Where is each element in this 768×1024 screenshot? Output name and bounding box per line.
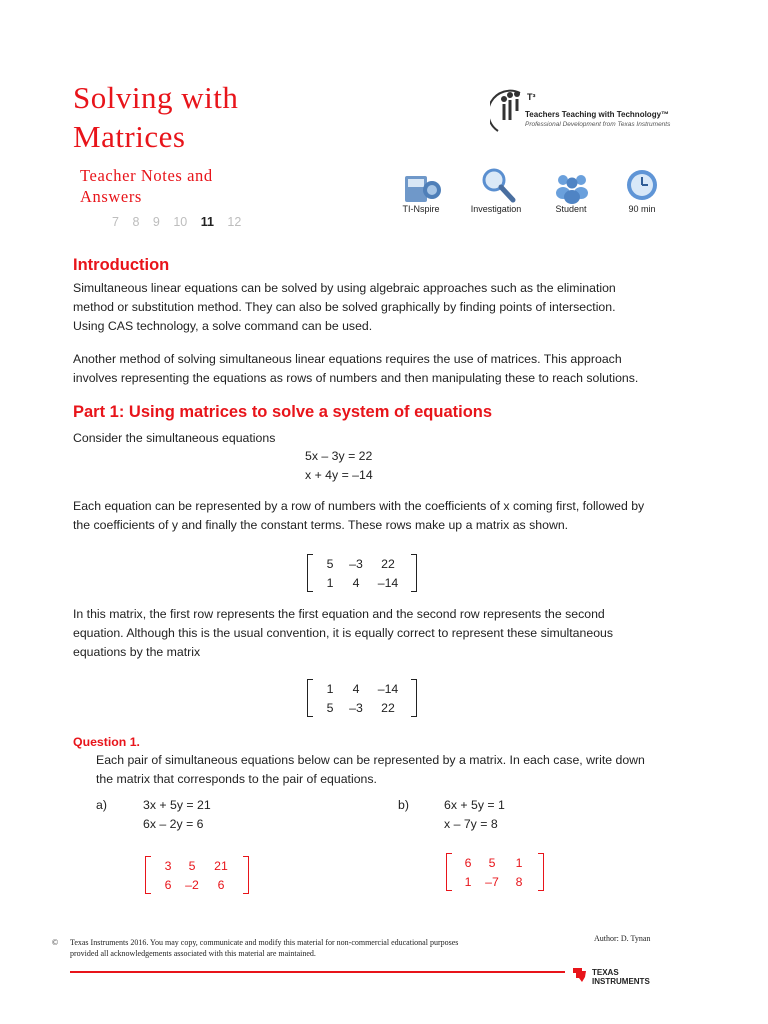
text-line: Each equation can be represented by a row of numbers with the coefficients of x coming first, followed by: [73, 499, 645, 513]
year-7: 7: [112, 215, 119, 229]
part-a-eq1: 3x + 5y = 21: [143, 798, 211, 812]
matrix-bracket-right: [538, 853, 544, 891]
matrix-cell: 4: [352, 681, 360, 696]
part-a-label: a): [96, 798, 107, 812]
info-label-duration: 90 min: [628, 204, 656, 214]
part-b-label: b): [398, 798, 409, 812]
part1-heading: Part 1: Using matrices to solve a system of equations: [73, 403, 493, 421]
introduction-paragraph-1: [73, 279, 703, 336]
info-label-student: Student: [555, 204, 587, 214]
matrix-cell: –14: [377, 681, 399, 696]
year-9: 9: [152, 215, 160, 229]
clock-icon: [622, 166, 662, 206]
calculator-icon: [402, 168, 442, 208]
text-line: the matrix that corresponds to the pair of equations.: [96, 772, 377, 786]
text-line: the coefficients of y and finally the constant terms. These rows make up a matrix as shown.: [73, 518, 569, 532]
matrix-cell: 1: [326, 681, 334, 696]
page-title: [73, 78, 238, 156]
text-line: Simultaneous linear equations can be solved by using algebraic approaches such as the elimination: [73, 281, 616, 295]
ti-logo-line: INSTRUMENTS: [592, 977, 650, 986]
matrix-cell: 6: [217, 877, 225, 892]
text-line: In this matrix, the first row represents the first equation and the second row represents the second: [73, 607, 605, 621]
t3-logo-mark: T³: [527, 92, 536, 102]
matrix-2: [307, 679, 417, 717]
info-label-tinspire: TI-Nspire: [402, 204, 440, 214]
question-1-label: Question 1.: [73, 735, 140, 749]
text-line: Texas Instruments 2016. You may copy, communicate and modify this material for non-commercial educational purposes: [70, 938, 459, 947]
matrix-cell: –2: [185, 877, 199, 892]
consider-text: Consider the simultaneous equations: [73, 431, 276, 445]
logo-tagline: Professional Development from Texas Instruments: [525, 121, 671, 128]
ti-logo-icon: [570, 965, 590, 985]
matrix-bracket-right: [411, 679, 417, 717]
part1-paragraph-2: [73, 605, 713, 662]
year-levels: [112, 215, 251, 229]
year-12: 12: [227, 215, 242, 229]
matrix-cell: –14: [377, 575, 399, 590]
matrix-cell: 21: [214, 858, 228, 873]
info-label-investigation: Investigation: [470, 204, 522, 214]
introduction-paragraph-2: [73, 350, 703, 388]
title-line-1: Solving with: [73, 80, 239, 115]
equation-2: [305, 466, 425, 485]
footer-divider: [70, 971, 565, 973]
year-8: 8: [132, 215, 140, 229]
eq-text: x + 4y = –14: [305, 468, 373, 482]
subtitle-line-1: Teacher Notes and: [80, 166, 213, 185]
matrix-cell: 5: [188, 858, 196, 873]
copyright-text: [70, 937, 570, 959]
text-line: involves representing the equations as rows of numbers and then manipulating these to reach solutions.: [73, 371, 639, 385]
matrix-bracket-right: [411, 554, 417, 592]
matrix-cell: 4: [352, 575, 360, 590]
matrix-cell: 1: [515, 855, 523, 870]
ti-logo-line: TEXAS: [592, 968, 619, 977]
matrix-grid: [151, 856, 243, 894]
text-line: Another method of solving simultaneous linear equations requires the use of matrices. This approach: [73, 352, 622, 366]
answer-matrix-a: [145, 856, 249, 894]
matrix-bracket-right: [243, 856, 249, 894]
question-1-text: [96, 751, 716, 789]
text-line: method or substitution method. They can also be solved graphically by finding points of intersection.: [73, 300, 616, 314]
year-10: 10: [173, 215, 188, 229]
answer-matrix-b: [446, 853, 544, 891]
part-a-eq2: 6x – 2y = 6: [143, 817, 204, 831]
matrix-cell: –3: [349, 700, 363, 715]
copyright-symbol: ©: [52, 938, 59, 947]
part-b-eq1: 6x + 5y = 1: [444, 798, 505, 812]
part-b-eq2: x – 7y = 8: [444, 817, 498, 831]
magnifier-icon: [478, 166, 518, 206]
matrix-cell: 8: [515, 874, 523, 889]
subtitle-line-2: Answers: [80, 187, 142, 206]
text-line: provided all acknowledgements associated with this material are maintained.: [70, 949, 316, 958]
group-icon: [552, 168, 592, 208]
matrix-cell: –7: [485, 874, 499, 889]
matrix-cell: 5: [326, 556, 334, 571]
author: Author: D. Tynan: [594, 934, 651, 943]
page-subtitle: [80, 165, 213, 207]
text-line: Using CAS technology, a solve command can be used.: [73, 319, 373, 333]
matrix-cell: 22: [381, 556, 395, 571]
matrix-cell: 6: [164, 877, 172, 892]
matrix-cell: 3: [164, 858, 172, 873]
matrix-cell: –3: [349, 556, 363, 571]
introduction-heading: Introduction: [73, 256, 170, 274]
equation-1: [305, 447, 425, 466]
text-line: Each pair of simultaneous equations below can be represented by a matrix. In each case, write down: [96, 753, 645, 767]
matrix-cell: 1: [464, 874, 472, 889]
matrix-grid: [313, 554, 411, 592]
matrix-cell: 1: [326, 575, 334, 590]
matrix-grid: [313, 679, 411, 717]
t3-logo-icon: [490, 85, 530, 145]
matrix-cell: 6: [464, 855, 472, 870]
matrix-cell: 5: [488, 855, 496, 870]
matrix-cell: 22: [381, 700, 395, 715]
ti-logo-text: [592, 968, 650, 986]
title-line-2: Matrices: [73, 119, 186, 154]
text-line: equations by the matrix: [73, 645, 201, 659]
logo-name: Teachers Teaching with Technology™: [525, 110, 670, 119]
part1-paragraph-1: [73, 497, 713, 535]
eq-text: 5x – 3y = 22: [305, 449, 373, 463]
text-line: equation. Although this is the usual convention, it is equally correct to represent these simultaneous: [73, 626, 614, 640]
year-11-active: 11: [200, 215, 214, 229]
matrix-1: [307, 554, 417, 592]
matrix-cell: 5: [326, 700, 334, 715]
matrix-grid: [452, 853, 538, 891]
